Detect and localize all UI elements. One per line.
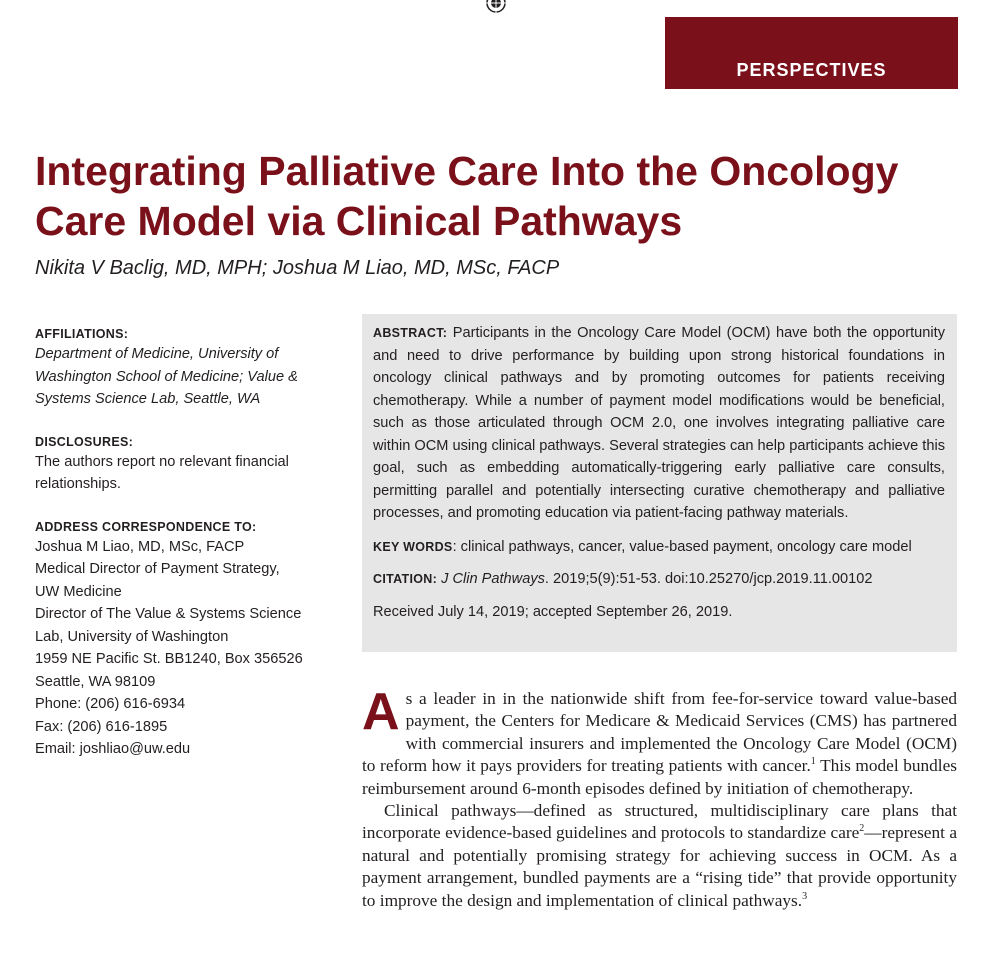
citation-line [373, 568, 945, 591]
reference-2: 2 [859, 823, 865, 835]
abstract-text: Participants in the Oncology Care Model (OCM) have both the opportunity and need to drive performance by building upon strong historical foundations in oncology clinical pathways and by promoting outcomes for patients receiving chemotherapy. While a number of payment model modifications would be beneficial, such as those articulated through OCM 2.0, one involves integrating palliative care within OCM using clinical pathways. Several strategies can help participants achieve this goal, such as embedding automatically-triggering early palliative care consults, permitting parallel and potentially intersecting curative chemotherapy and palliative processes, and promoting education via patient-facing pathway materials. [373, 325, 945, 521]
registration-mark-icon [485, 0, 507, 14]
article-title: Integrating Palliative Care Into the Oncology Care Model via Clinical Pathways [35, 148, 899, 244]
body-p1-text-continued: This model bundles reimbursement around 6-month episodes defined by initiation of chemotherapy. [362, 756, 957, 798]
affiliations-heading: AFFILIATIONS: [35, 327, 129, 341]
abstract-box [362, 314, 957, 652]
body-p2-text-continued: —represent a natural and potentially promising strategy for achieving success in OCM. As a payment arrangement, bundled payments are a “rising tide” that provide opportunity to improve the design and implementation of clinical pathways. [362, 823, 957, 910]
disclosures-heading: DISCLOSURES: [35, 434, 134, 449]
abstract-heading: ABSTRACT: [373, 326, 448, 340]
author-list: Nikita V Baclig, MD, MPH; Joshua M Liao, MD, MSc, FACP [35, 257, 560, 279]
disclosures-text: The authors report no relevant financial relationships. [35, 453, 289, 492]
disclosures-block [35, 433, 335, 496]
keywords-line [373, 536, 945, 559]
correspondence-block [35, 518, 335, 761]
correspondence-heading: ADDRESS CORRESPONDENCE TO: [35, 519, 257, 534]
keywords-heading: KEY WORDS [373, 539, 453, 554]
reference-3: 3 [802, 890, 808, 902]
affiliations-text: Department of Medicine, University of Washington School of Medicine; Value & Systems Science Lab, Seattle, WA [35, 346, 298, 407]
drop-cap: A [362, 683, 400, 741]
citation-text: . 2019;5(9):51-53. doi:10.25270/jcp.2019.11.00102 [544, 571, 873, 587]
reference-1: 1 [810, 756, 816, 768]
abstract-paragraph [373, 322, 945, 525]
article-sidebar [35, 325, 335, 783]
body-paragraph-2 [362, 800, 957, 912]
correspondence-address: Joshua M Liao, MD, MSc, FACP Medical Director of Payment Strategy, UW Medicine Director of The Value & Systems Science Lab, University of Washington 1959 NE Pacific St. BB1240, Box 356526 Seattle, WA 98109 Phone: (206) 616-6934 Fax: (206) 616-1895 Email: joshliao@uw.edu [35, 538, 303, 757]
section-banner [665, 17, 958, 89]
received-line: Received July 14, 2019; accepted September 26, 2019. [373, 603, 733, 620]
citation-journal: J Clin Pathways [441, 571, 545, 587]
body-p1-text: s a leader in in the nationwide shift from fee-for-service toward value-based payment, the Centers for Medicare & Medicaid Services (CMS) has partnered with commercial insurers and implemented the Oncology Care Model (OCM) to reform how it pays providers for treating patients with cancer. [362, 689, 957, 776]
keywords-text: : clinical pathways, cancer, value-based payment, oncology care model [452, 538, 912, 555]
affiliations-block [35, 325, 335, 411]
article-body [362, 683, 957, 912]
body-p2-text: Clinical pathways—defined as structured, multidisciplinary care plans that incorporate evidence-based guidelines and protocols to standardize care [362, 801, 957, 843]
citation-heading: CITATION: [373, 572, 438, 586]
body-paragraph-1 [362, 683, 957, 800]
section-label: PERSPECTIVES [736, 60, 887, 80]
